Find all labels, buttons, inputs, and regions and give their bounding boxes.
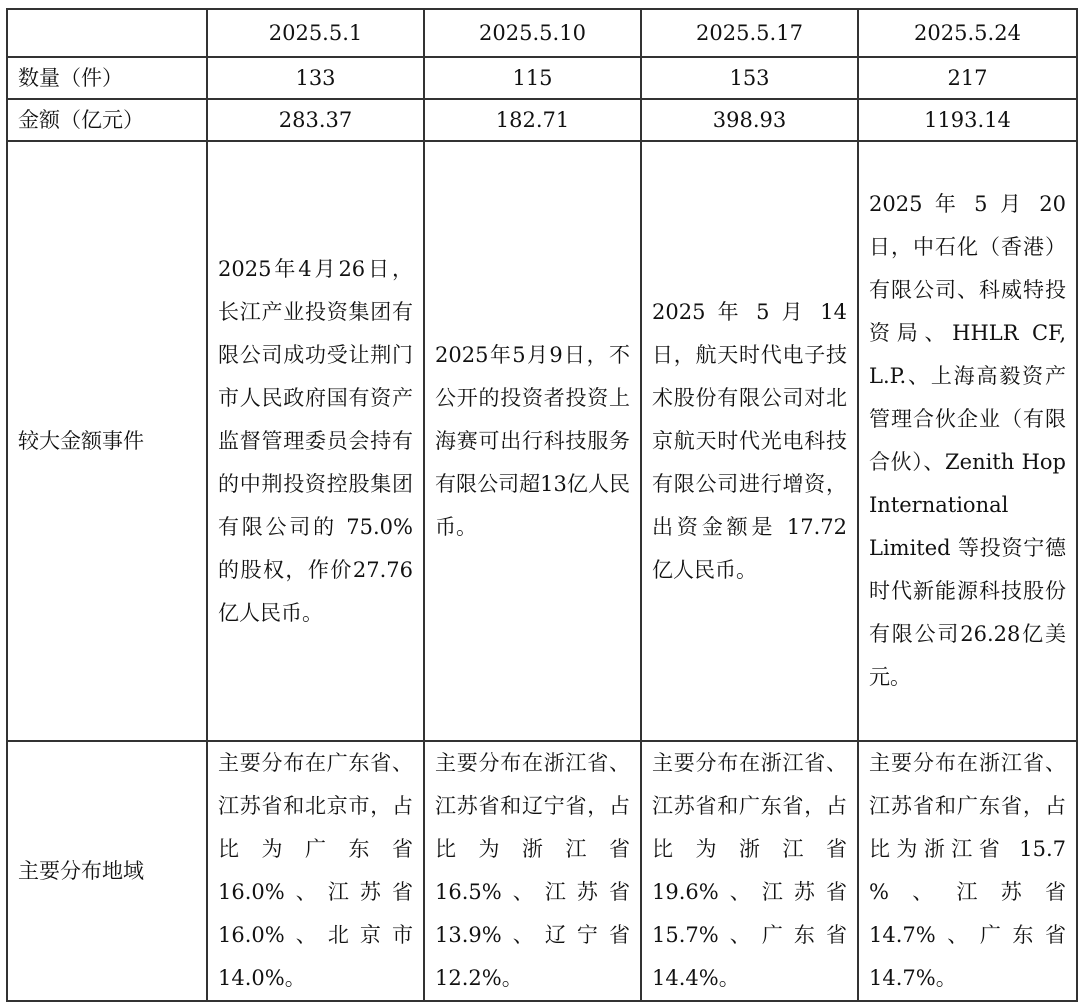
amount-cell: 398.93	[641, 99, 858, 141]
count-cell: 217	[858, 57, 1077, 99]
event-cell: 2025 年 5 月 14 日，航天时代电子技术股份有限公司对北京航天时代光电科技有限公司进行增资，出资金额是 17.72 亿人民币。	[641, 141, 858, 741]
event-cell: 2025年4月26日，长江产业投资集团有限公司成功受让荆门市人民政府国有资产监督管理委员会持有的中荆投资控股集团有限公司的 75.0%的股权，作价27.76亿人民币。	[207, 141, 424, 741]
row-label-count: 数量（件）	[7, 57, 207, 99]
row-label-regions: 主要分布地域	[7, 741, 207, 1001]
region-cell: 主要分布在浙江省、江苏省和广东省，占比为浙江省 15.7 %、江苏省 14.7%、广东省 14.7%。	[858, 741, 1077, 1001]
event-cell: 2025 年 5 月 20 日，中石化（香港）有限公司、科威特投资局、HHLR CF, L.P.、上海高毅资产管理合伙企业（有限合伙）、Zenith Hop International Limited 等投资宁德时代新能源科技股份有限公司26.28亿美元。	[858, 141, 1077, 741]
count-cell: 115	[424, 57, 641, 99]
header-corner-cell	[7, 9, 207, 57]
table-row-regions	[7, 741, 1077, 1001]
row-label-large-events: 较大金额事件	[7, 141, 207, 741]
region-cell: 主要分布在广东省、江苏省和北京市，占比为广东省 16.0%、江苏省 16.0%、北京市 14.0%。	[207, 741, 424, 1001]
header-date-4: 2025.5.24	[858, 9, 1077, 57]
header-date-2: 2025.5.10	[424, 9, 641, 57]
table-row-large-events	[7, 141, 1077, 741]
amount-cell: 283.37	[207, 99, 424, 141]
amount-cell: 1193.14	[858, 99, 1077, 141]
header-row	[7, 9, 1077, 57]
event-cell: 2025年5月9日，不公开的投资者投资上海赛可出行科技服务有限公司超13亿人民币。	[424, 141, 641, 741]
header-date-3: 2025.5.17	[641, 9, 858, 57]
region-cell: 主要分布在浙江省、江苏省和辽宁省，占比为浙江省 16.5%、江苏省 13.9%、辽宁省 12.2%。	[424, 741, 641, 1001]
header-date-1: 2025.5.1	[207, 9, 424, 57]
row-label-amount: 金额（亿元）	[7, 99, 207, 141]
count-cell: 133	[207, 57, 424, 99]
amount-cell: 182.71	[424, 99, 641, 141]
count-cell: 153	[641, 57, 858, 99]
data-table	[6, 8, 1078, 1002]
region-cell: 主要分布在浙江省、江苏省和广东省，占比为浙江省 19.6%、江苏省 15.7%、广东省 14.4%。	[641, 741, 858, 1001]
table-row-amount	[7, 99, 1077, 141]
table-row-count	[7, 57, 1077, 99]
